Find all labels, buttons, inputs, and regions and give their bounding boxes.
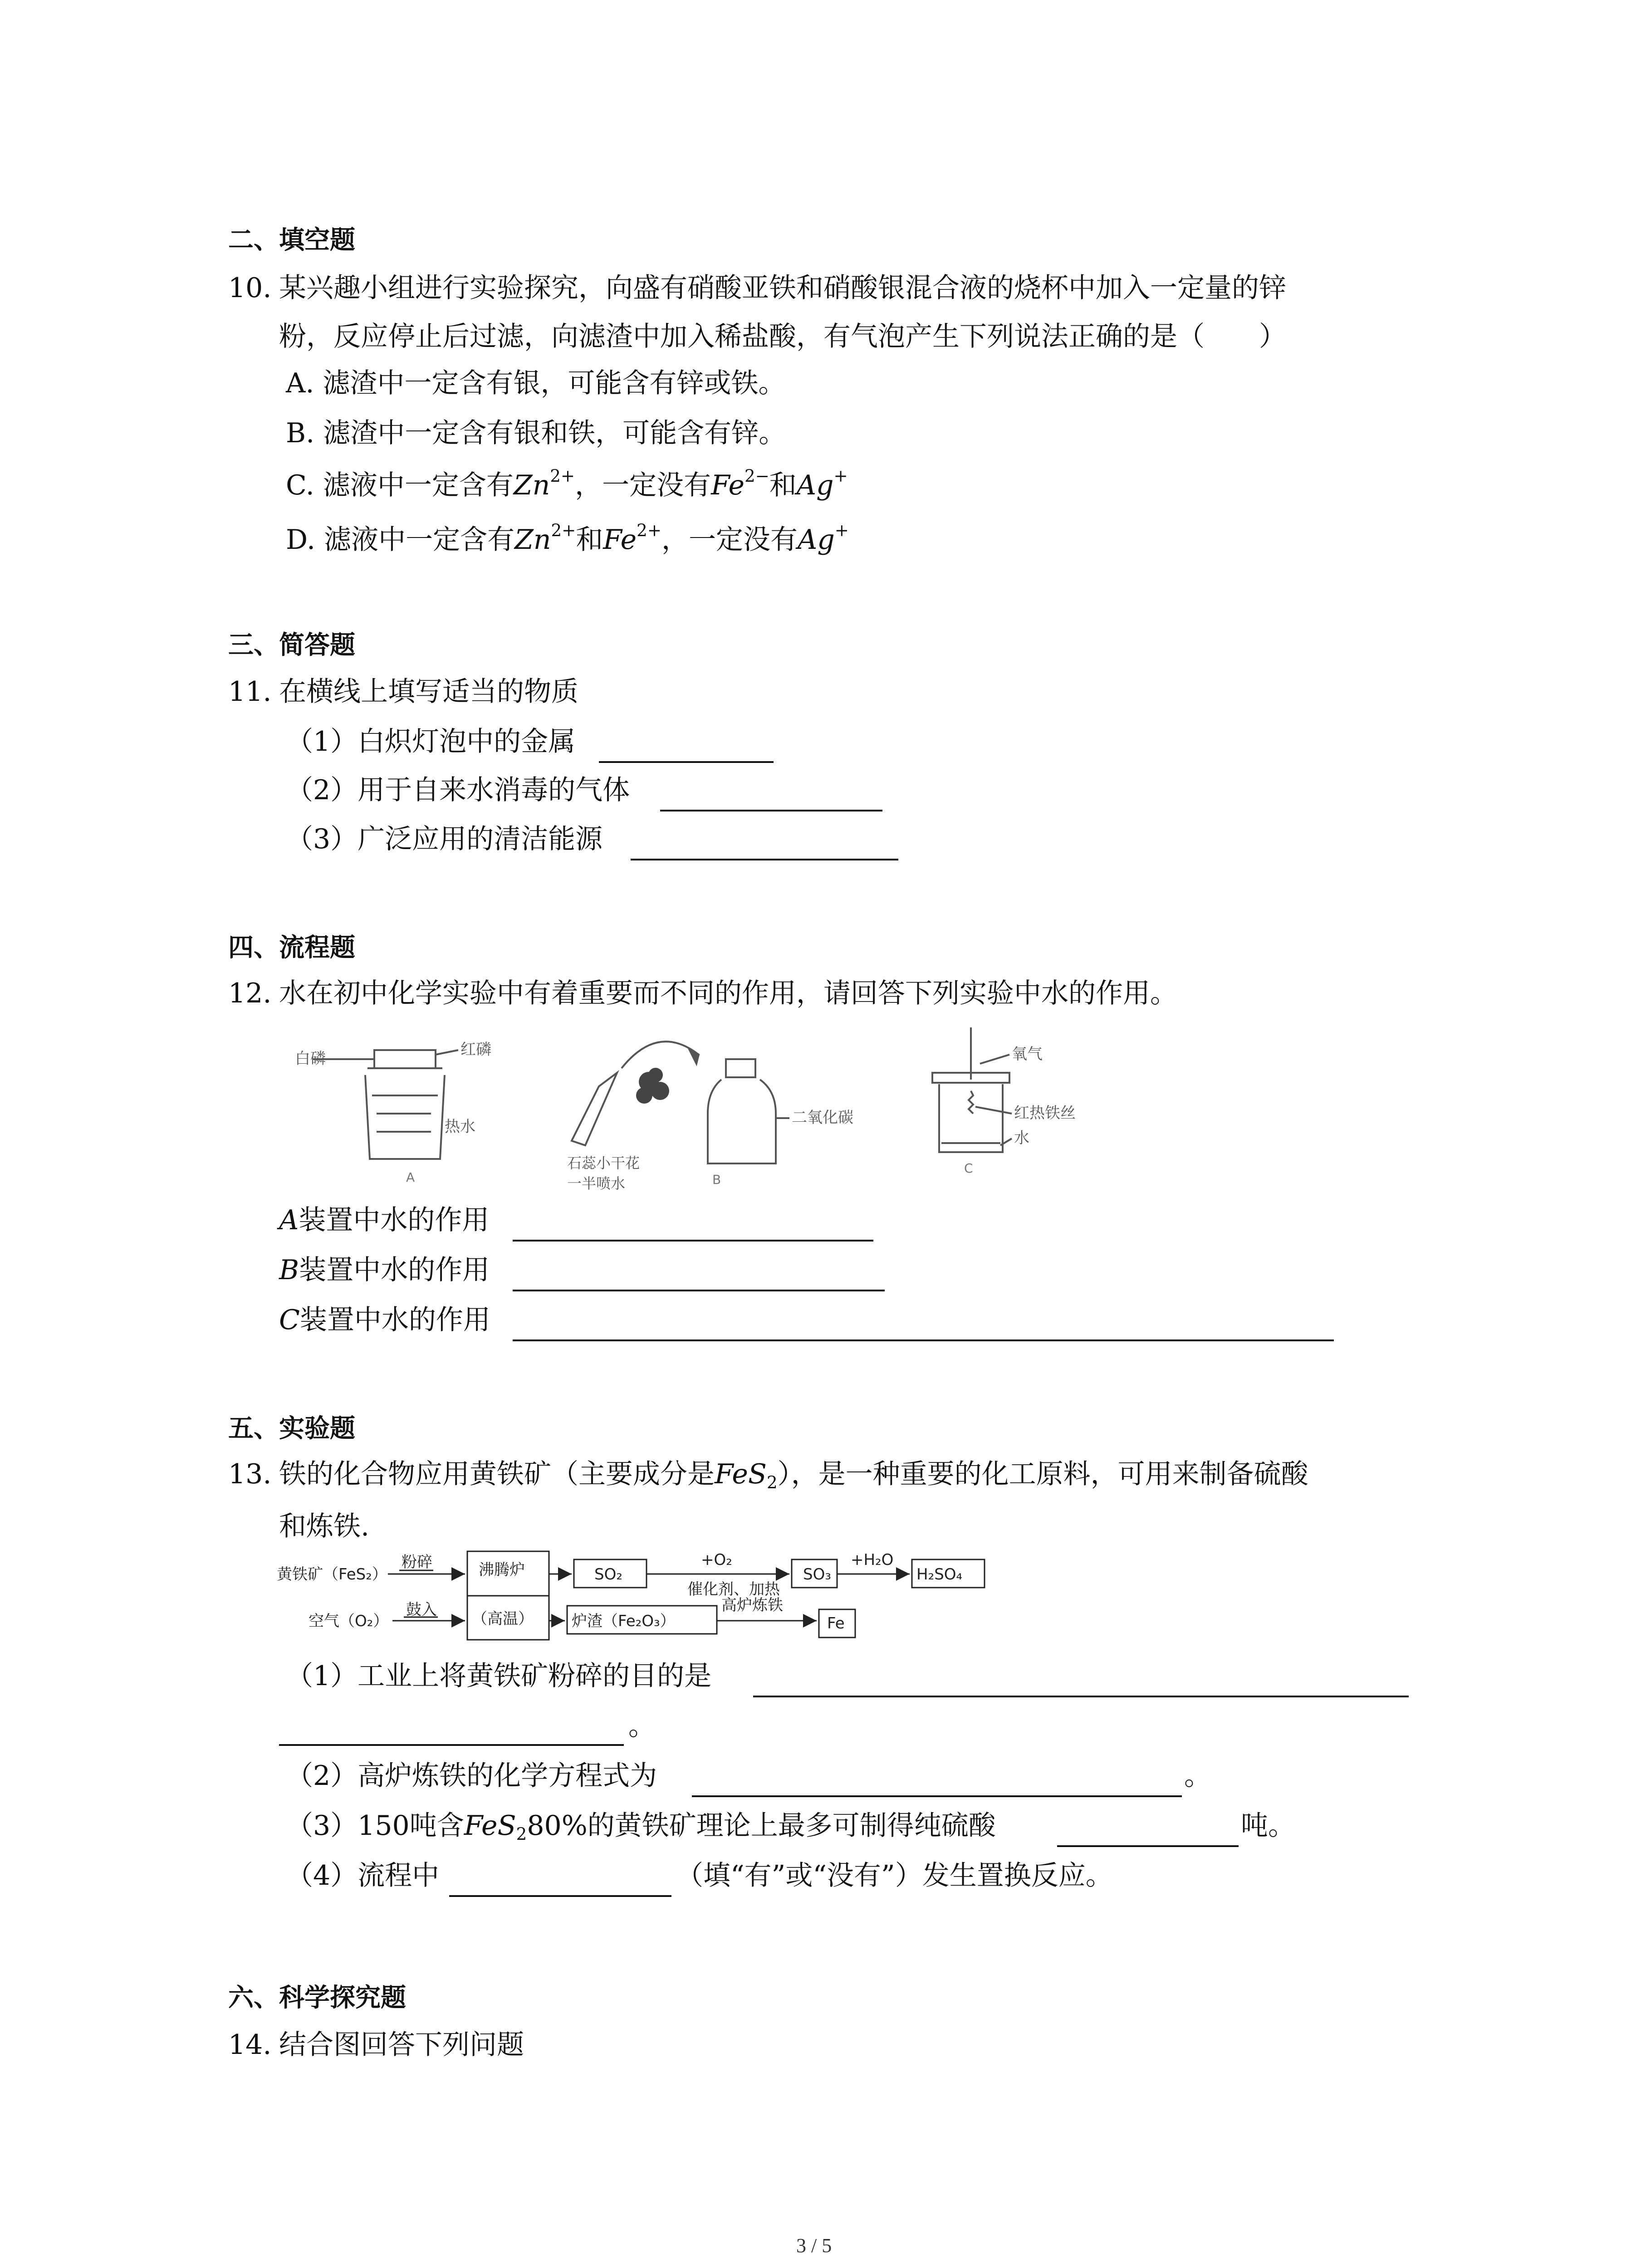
q13-number: 13. [228, 1458, 272, 1490]
fig-c-label-oxygen: 氧气 [1012, 1045, 1043, 1063]
flow-catalyst-heat: 催化剂、加热 [687, 1580, 780, 1598]
q12-b-prompt: B装置中水的作用 [279, 1254, 490, 1286]
fig-b-letter: B [712, 1172, 721, 1187]
flow-furnace-temp: （高温） [472, 1610, 534, 1628]
section-title-experiment: 五、实验题 [228, 1414, 355, 1443]
q13-part-4-suffix: （填“有”或“没有”）发生置换反应。 [676, 1860, 1113, 1892]
q12-answer-blank-a[interactable] [513, 1240, 873, 1242]
flow-h2so4: H₂SO₄ [916, 1565, 963, 1584]
q13-process-flow-diagram [277, 1547, 994, 1656]
q11-item-3: （3）广泛应用的清洁能源 [286, 823, 603, 855]
q10-stem-line2: 粉，反应停止后过滤，向滤渣中加入稀盐酸，有气泡产生下列说法正确的是（ ） [279, 321, 1286, 352]
q13-stem-line2: 和炼铁. [279, 1510, 370, 1542]
section-title-short-answer: 三、简答题 [228, 631, 355, 660]
q10-option-b: B. 滤渣中一定含有银和铁，可能含有锌。 [286, 417, 786, 449]
fig-c-label-water: 水 [1014, 1129, 1029, 1147]
q13-stem-line1: 铁的化合物应用黄铁矿（主要成分是FeS$_2$），是一种重要的化工原料，可用来制备硫酸 [279, 1458, 1308, 1493]
q14-number: 14. [228, 2029, 272, 2061]
q13-answer-blank-4[interactable] [449, 1895, 671, 1897]
q13-part-3: （3）150吨含FeS$_2$80%的黄铁矿理论上最多可制得纯硫酸 [286, 1810, 996, 1844]
fig-a-label-red-phosphorus: 红磷 [460, 1041, 491, 1059]
fig-a-letter: A [406, 1170, 415, 1185]
q13-part-2: （2）高炉炼铁的化学方程式为 [286, 1760, 657, 1792]
flow-so2: SO₂ [594, 1565, 622, 1584]
q13-answer-blank-2[interactable] [692, 1795, 1182, 1797]
q11-item-1: （1）白炽灯泡中的金属 [286, 726, 576, 758]
q10-stem-line1: 某兴趣小组进行实验探究，向盛有硝酸亚铁和硝酸银混合液的烧杯中加入一定量的锌 [279, 272, 1286, 304]
q12-figure-a [295, 1041, 531, 1191]
q12-c-prompt: C装置中水的作用 [279, 1304, 490, 1336]
fig-c-letter: C [964, 1161, 973, 1176]
flow-slag: 炉渣（Fe₂O₃） [572, 1612, 676, 1630]
q13-answer-blank-1b[interactable] [279, 1744, 624, 1746]
q12-answer-blank-b[interactable] [513, 1290, 885, 1291]
q13-part-4-prefix: （4）流程中 [286, 1860, 440, 1892]
q10-number: 10. [228, 272, 272, 304]
flow-pyrite: 黄铁矿（FeS₂） [277, 1565, 387, 1584]
fig-a-label-hot-water: 热水 [445, 1118, 475, 1136]
section-title-fill-blank: 二、填空题 [228, 225, 355, 255]
flow-crush-label: 粉碎 [402, 1553, 432, 1571]
q13-part-1-end: 。 [628, 1710, 656, 1742]
fig-b-label-co2: 二氧化碳 [792, 1109, 853, 1127]
section-title-flow: 四、流程题 [228, 933, 355, 963]
flow-plus-h2o: +H₂O [851, 1551, 894, 1569]
q10-option-d: D. 滤液中一定含有$Zn^{2+}$和$Fe^{2+}$，一定没有Ag+ [286, 520, 849, 556]
flow-air: 空气（O₂） [309, 1612, 389, 1630]
q11-item-2: （2）用于自来水消毒的气体 [286, 774, 630, 806]
flow-blast-furnace: 高炉炼铁 [721, 1596, 783, 1614]
q11-stem: 在横线上填写适当的物质 [279, 676, 578, 708]
flow-plus-o2: +O₂ [701, 1551, 732, 1569]
page-number: 3 / 5 [796, 2234, 832, 2257]
q11-answer-blank-1[interactable] [599, 761, 774, 763]
section-title-inquiry: 六、科学探究题 [228, 1983, 406, 2013]
q13-part-2-end: 。 [1184, 1760, 1211, 1792]
flow-blow-label: 鼓入 [406, 1601, 437, 1619]
fig-b-label-half-sprayed: 一半喷水 [567, 1175, 626, 1192]
q11-answer-blank-3[interactable] [631, 859, 898, 860]
q13-answer-blank-3[interactable] [1057, 1845, 1239, 1847]
q12-a-prompt: A装置中水的作用 [279, 1204, 490, 1236]
q11-answer-blank-2[interactable] [660, 810, 882, 811]
fig-c-label-hot-iron-wire: 红热铁丝 [1014, 1104, 1076, 1122]
q10-option-a: A. 滤渣中一定含有银，可能含有锌或铁。 [286, 367, 786, 399]
q12-figure-c [907, 1023, 1161, 1186]
flow-fe: Fe [827, 1614, 845, 1633]
q10-option-c: C. 滤液中一定含有$Zn^{2+}$，一定没有$Fe^{2-}$和Ag+ [286, 466, 848, 501]
q12-number: 12. [228, 978, 272, 1009]
q12-figure-b [567, 1027, 857, 1200]
q13-part-1: （1）工业上将黄铁矿粉碎的目的是 [286, 1660, 712, 1692]
q11-number: 11. [228, 676, 272, 708]
q13-answer-blank-1a[interactable] [753, 1696, 1409, 1697]
q13-part-3-unit: 吨。 [1241, 1810, 1295, 1842]
fig-a-label-white-phosphorus: 白磷 [295, 1050, 326, 1068]
fig-b-label-litmus-flower: 石蕊小干花 [567, 1154, 640, 1172]
q12-answer-blank-c[interactable] [513, 1339, 1334, 1341]
q12-stem: 水在初中化学实验中有着重要而不同的作用，请回答下列实验中水的作用。 [279, 978, 1177, 1009]
flow-so3: SO₃ [803, 1565, 831, 1584]
q14-stem: 结合图回答下列问题 [279, 2029, 524, 2061]
flow-furnace-name: 沸腾炉 [479, 1561, 525, 1579]
